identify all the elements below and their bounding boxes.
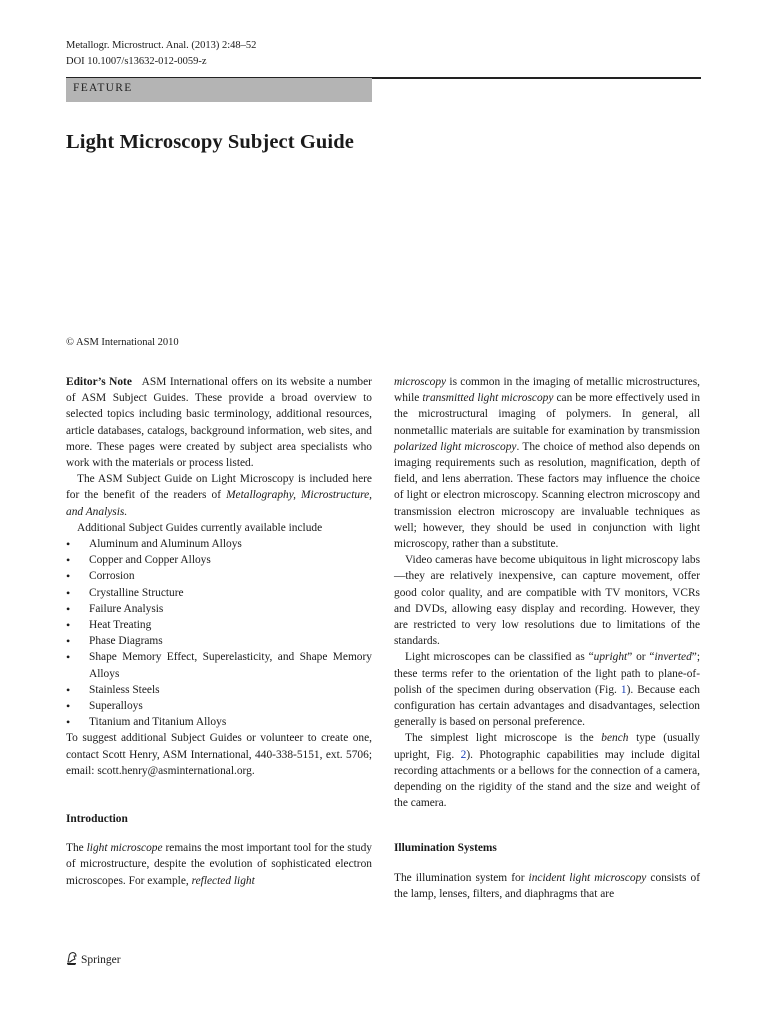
article-title: Light Microscopy Subject Guide xyxy=(66,131,354,153)
right-column xyxy=(394,374,700,902)
springer-horse-icon xyxy=(66,951,78,968)
publisher-name: Springer xyxy=(81,953,121,966)
publisher-footer xyxy=(66,951,121,968)
doi-line: DOI 10.1007/s13632-012-0059-z xyxy=(66,56,207,67)
section-label: FEATURE xyxy=(73,82,133,94)
subject-guides-list xyxy=(66,536,372,730)
bench-microscope-paragraph: The simplest light microscope is the bench type (usually upright, Fig. 2). Photographic capabilities may include digital recording attachments or a bellows for the connection of a camera, depending on the rigidity of the stand and the size and weight of the camera. xyxy=(394,732,700,810)
figure-1-link[interactable]: 1 xyxy=(620,683,627,696)
guide-intro-paragraph: The ASM Subject Guide on Light Microscopy is included here for the benefit of the readers of Metallography, Microstructure, and Analysis. xyxy=(66,473,373,518)
illumination-paragraph: The illumination system for incident light microscopy consists of the lamp, lenses, filters, and diaphragms that are xyxy=(394,871,701,900)
section-label-box xyxy=(66,78,372,102)
list-item: • Superalloys xyxy=(66,698,372,714)
list-item: • Aluminum and Aluminum Alloys xyxy=(66,536,372,552)
video-cameras-paragraph: Video cameras have become ubiquitous in light microscopy labs—they are relatively inexpensive, can capture movement, offer good color quality, and are compatible with TV monitors, VCRs and DVDs, allowing easy display and recording. However, they are restricted to very low resolutions due to limitations of the standards. xyxy=(394,554,700,648)
journal-citation xyxy=(66,38,256,70)
list-item: • Failure Analysis xyxy=(66,601,372,617)
list-item: • Phase Diagrams xyxy=(66,633,372,649)
introduction-heading: Introduction xyxy=(66,813,128,826)
list-item: • Shape Memory Effect, Superelasticity, and Shape Memory Alloys xyxy=(66,649,372,681)
journal-line: Metallogr. Microstruct. Anal. (2013) 2:48–52 xyxy=(66,40,257,51)
contact-paragraph: To suggest additional Subject Guides or volunteer to create one, contact Scott Henry, ASM International, 440-338-5151, ext. 5706; email: scott.henry@asminternational.org. xyxy=(66,732,372,777)
intro-continued-paragraph: microscopy is common in the imaging of metallic microstructures, while transmitted light microscopy can be more effectively used in the microstructural imaging of polymers. In general, all nonmetallic materials are suitable for examination by transmission polarized light microscopy. The choice of method also depends on imaging requirements such as resolution, magnification, depth of field, and lens aberration. These factors may influence the choice of light or electron microscopy. Scanning electron microscopy and transmission electron microscopy are invaluable techniques as well; however, they should be used in conjunction with light microscopy, rather than a substitute. xyxy=(394,376,701,551)
introduction-paragraph: The light microscope remains the most important tool for the study of microstructure, despite the evolution of sophisticated electron microscopes. For example, reflected light xyxy=(66,842,372,887)
list-item: • Copper and Copper Alloys xyxy=(66,552,372,568)
classification-paragraph: Light microscopes can be classified as “upright” or “inverted”; these terms refer to the orientation of the light path to plane-of-polish of the specimen during observation (Fig. 1). Because each configuration has certain advantages and disadvantages, selection generally is based on personal preference. xyxy=(394,651,701,729)
list-item: • Crystalline Structure xyxy=(66,585,372,601)
editors-note: Editor’s Note ASM International offers on its website a number of ASM Subject Guides. These provide a broad overview to selected topics including basic terminology, additional resources, article databases, catalogs, background information, web sites, and more. These pages were created by subject area specialists who work with the materials or process listed. xyxy=(66,376,372,470)
list-item: • Stainless Steels xyxy=(66,682,372,698)
figure-2-link[interactable]: 2 xyxy=(460,748,467,761)
illumination-systems-heading: Illumination Systems xyxy=(394,842,497,855)
journal-name: Metallography, Microstructure, and Analysis. xyxy=(66,489,373,518)
list-item: • Corrosion xyxy=(66,568,372,584)
list-item: • Titanium and Titanium Alloys xyxy=(66,714,372,730)
editors-note-label: Editor’s Note xyxy=(66,376,132,388)
left-column xyxy=(66,374,372,889)
list-item: • Heat Treating xyxy=(66,617,372,633)
guides-lead-in: Additional Subject Guides currently available include xyxy=(77,521,323,534)
copyright-notice: © ASM International 2010 xyxy=(66,337,179,348)
